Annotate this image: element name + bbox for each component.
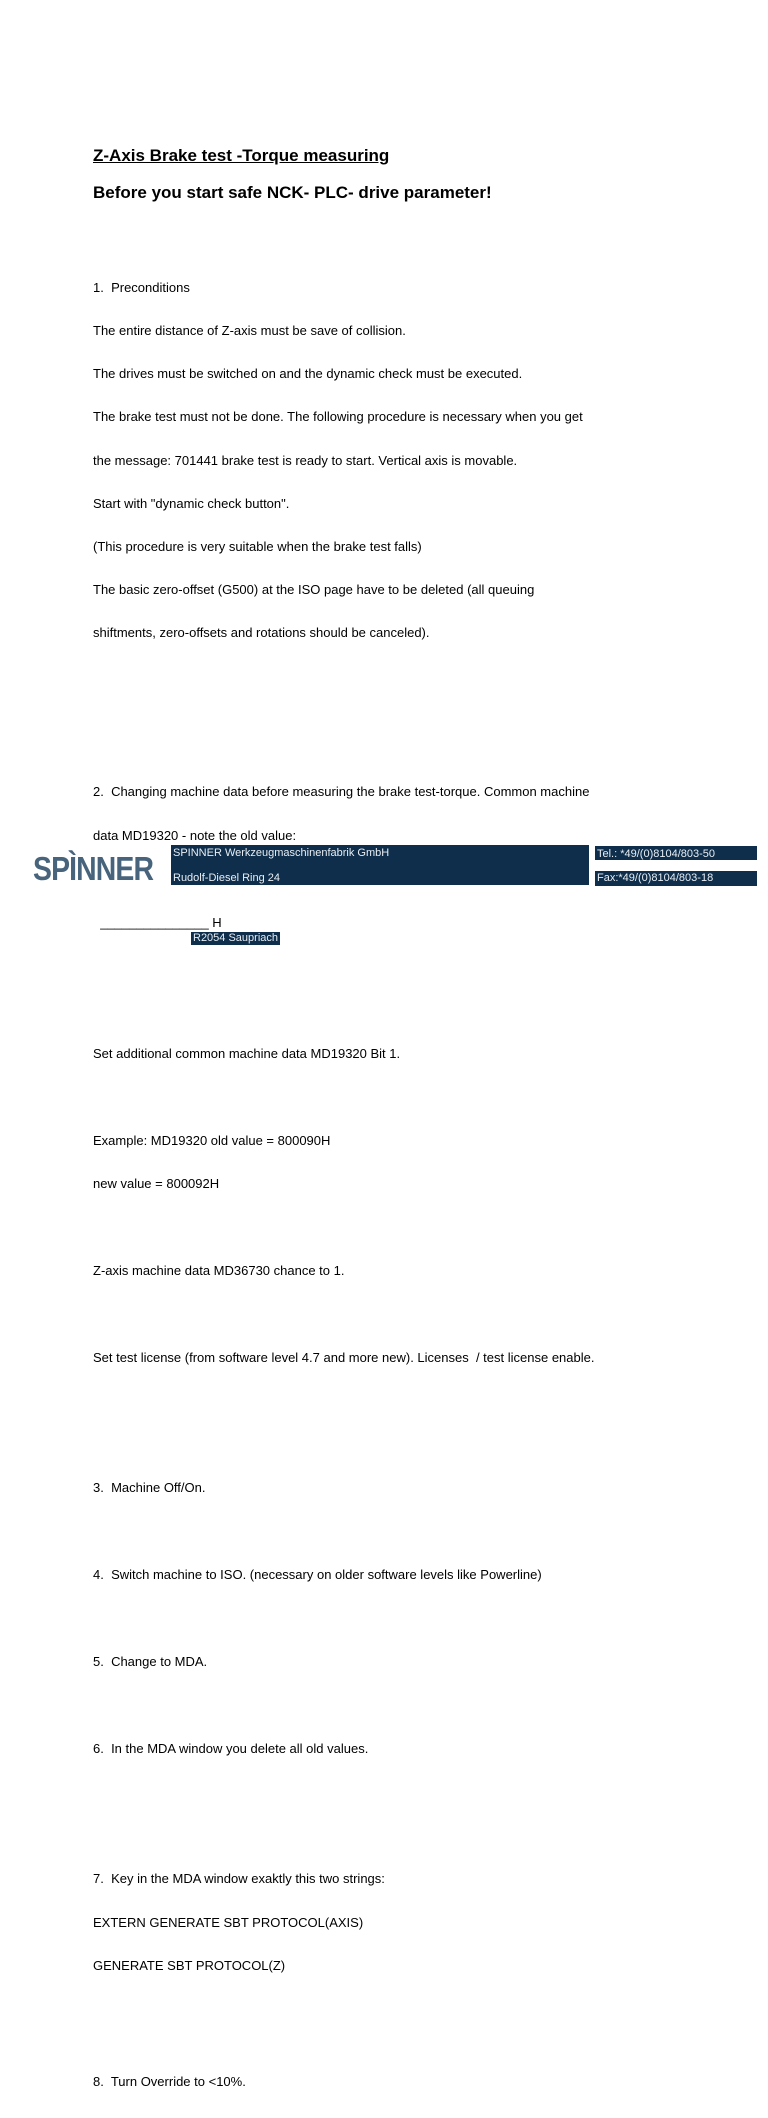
- step-5: 5. Change to MDA.: [93, 1654, 208, 1670]
- example-new-value: new value = 800092H: [93, 1175, 220, 1191]
- mda-string-2: GENERATE SBT PROTOCOL(Z): [93, 1957, 286, 1973]
- document-title: Z-Axis Brake test -Torque measuring: [93, 146, 390, 165]
- spinner-logo: SPÌNNER: [33, 850, 154, 887]
- additional-md-text: Set additional common machine data MD19320 Bit 1.: [93, 1045, 401, 1061]
- section-1: [93, 252, 753, 670]
- document-body: [93, 223, 753, 2118]
- fax: Fax:*49/(0)8104/803-18: [597, 872, 714, 884]
- section-1-line: The entire distance of Z-axis must be save of collision.: [93, 322, 406, 338]
- telephone: Tel.: *49/(0)8104/803-50: [597, 848, 716, 860]
- zaxis-md-text: Z-axis machine data MD36730 chance to 1.: [93, 1262, 345, 1278]
- company-city: R2054 Saupriach: [193, 932, 279, 944]
- section-1-line: (This procedure is very suitable when the brake test falls): [93, 538, 422, 554]
- mda-string-1: EXTERN GENERATE SBT PROTOCOL(AXIS): [93, 1914, 364, 1930]
- step-6: 6. In the MDA window you delete all old values.: [93, 1741, 369, 1757]
- company-name: SPINNER Werkzeugmaschinenfabrik GmbH: [173, 847, 390, 859]
- document-subtitle: Before you start safe NCK- PLC- drive parameter!: [93, 183, 492, 202]
- test-license-text: Set test license (from software level 4.7 and more new). Licenses / test license enable.: [93, 1349, 595, 1365]
- section-1-line: the message: 701441 brake test is ready to start. Vertical axis is movable.: [93, 452, 518, 468]
- old-value-blank: _______________ H: [93, 914, 222, 930]
- section-1-line: The drives must be switched on and the dynamic check must be executed.: [93, 366, 523, 382]
- company-street: Rudolf-Diesel Ring 24: [173, 872, 280, 884]
- section-1-line: Start with "dynamic check button".: [93, 495, 290, 511]
- contact-box: [595, 846, 757, 886]
- step-3: 3. Machine Off/On.: [93, 1480, 206, 1496]
- section-2-line: 2. Changing machine data before measuring the brake test-torque. Common machine: [93, 784, 590, 800]
- section-1-line: shiftments, zero-offsets and rotations should be canceled).: [93, 625, 430, 641]
- section-1-line: The basic zero-offset (G500) at the ISO page have to be deleted (all queuing: [93, 582, 535, 598]
- company-address-box: [171, 845, 589, 885]
- example-old-value: Example: MD19320 old value = 800090H: [93, 1132, 331, 1148]
- section-7: [93, 1844, 753, 2002]
- section-2-line: data MD19320 - note the old value:: [93, 827, 297, 843]
- section-1-heading: 1. Preconditions: [93, 279, 190, 295]
- step-4: 4. Switch machine to ISO. (necessary on older software levels like Powerline): [93, 1567, 542, 1583]
- section-1-line: The brake test must not be done. The following procedure is necessary when you get: [93, 409, 583, 425]
- step-7-heading: 7. Key in the MDA window exaktly this two strings:: [93, 1871, 385, 1887]
- step-8: 8. Turn Override to <10%.: [93, 2073, 246, 2089]
